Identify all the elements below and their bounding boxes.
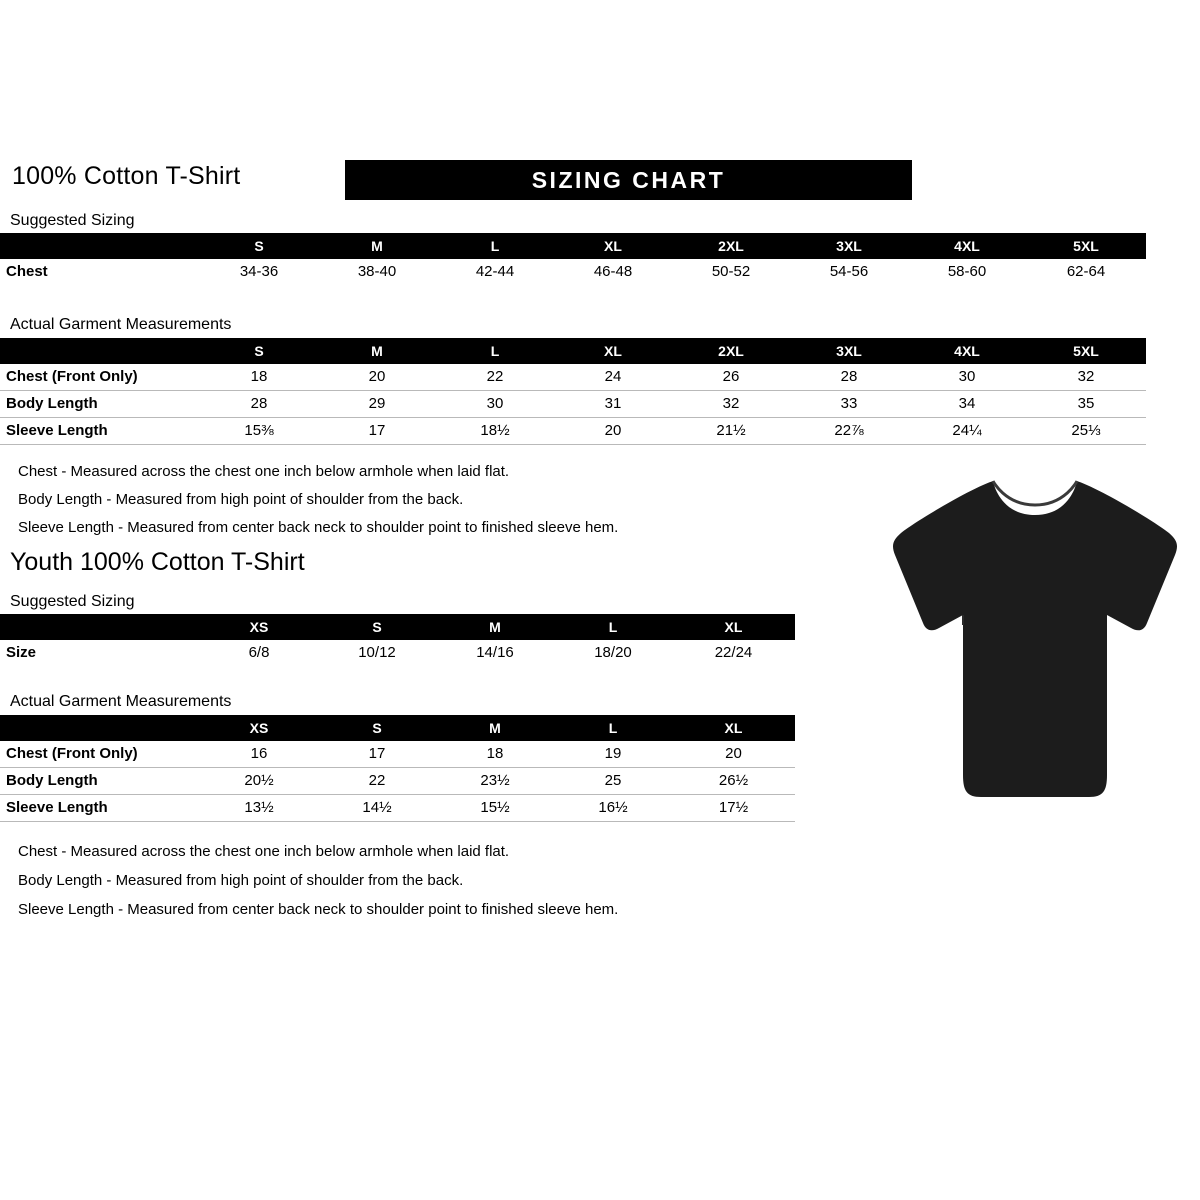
adult-actual-chest-5xl: 32 <box>1026 364 1146 391</box>
adult-actual-sleeve-xl: 20 <box>554 418 672 445</box>
adult-suggested-chest-m: 38-40 <box>357 263 397 280</box>
adult-suggested-chest-l: 42-44 <box>475 263 515 280</box>
youth-suggested-col-s: S <box>318 614 436 640</box>
adult-suggested-col-3xl: 3XL <box>790 233 908 259</box>
youth-suggested-header-row <box>0 614 795 640</box>
table-row <box>0 741 795 768</box>
table-row <box>0 768 795 795</box>
adult-suggested-sizing-table <box>0 233 1146 285</box>
adult-actual-chest-4xl: 30 <box>908 364 1026 391</box>
black-tshirt-illustration <box>885 475 1185 805</box>
adult-suggested-chest-2xl: 50-52 <box>711 263 751 280</box>
adult-suggested-col-s: S <box>200 233 318 259</box>
adult-suggested-chest-3xl: 54-56 <box>829 263 869 280</box>
adult-note-body-length: Body Length - Measured from high point of shoulder from the back. <box>18 491 464 508</box>
adult-actual-col-4xl: 4XL <box>908 338 1026 364</box>
adult-suggested-chest-5xl: 62-64 <box>1066 263 1106 280</box>
youth-suggested-size-l: 18/20 <box>594 644 632 661</box>
adult-actual-chest-l: 22 <box>436 364 554 391</box>
adult-actual-col-5xl: 5XL <box>1026 338 1146 364</box>
adult-product-title: 100% Cotton T-Shirt <box>12 162 241 190</box>
youth-product-title: Youth 100% Cotton T-Shirt <box>10 548 305 576</box>
youth-actual-corner <box>0 715 200 741</box>
adult-actual-row-label-body-length: Body Length <box>0 391 200 418</box>
adult-actual-col-m: M <box>318 338 436 364</box>
youth-actual-chest-s: 17 <box>318 741 436 768</box>
youth-actual-col-m: M <box>436 715 554 741</box>
youth-actual-row-label-sleeve-length: Sleeve Length <box>0 795 200 822</box>
youth-actual-body-xl: 26½ <box>672 768 795 795</box>
table-row <box>0 364 1146 391</box>
adult-actual-chest-3xl: 28 <box>790 364 908 391</box>
adult-actual-measurements-table <box>0 338 1146 445</box>
youth-actual-sleeve-s: 14½ <box>318 795 436 822</box>
youth-suggested-col-m: M <box>436 614 554 640</box>
adult-suggested-col-4xl: 4XL <box>908 233 1026 259</box>
adult-note-sleeve-length: Sleeve Length - Measured from center back neck to shoulder point to finished sleeve hem. <box>18 519 619 536</box>
adult-actual-col-2xl: 2XL <box>672 338 790 364</box>
table-row <box>0 418 1146 445</box>
adult-suggested-col-2xl: 2XL <box>672 233 790 259</box>
adult-actual-body-xl: 31 <box>554 391 672 418</box>
adult-actual-chest-m: 20 <box>318 364 436 391</box>
youth-actual-col-xs: XS <box>200 715 318 741</box>
youth-actual-header-row <box>0 715 795 741</box>
adult-actual-sleeve-2xl: 21½ <box>672 418 790 445</box>
youth-note-body-length: Body Length - Measured from high point of shoulder from the back. <box>18 872 464 889</box>
youth-actual-sleeve-xs: 13½ <box>200 795 318 822</box>
youth-suggested-size-xs: 6/8 <box>248 644 270 661</box>
adult-suggested-corner <box>0 233 200 259</box>
adult-actual-sleeve-m: 17 <box>318 418 436 445</box>
adult-actual-body-2xl: 32 <box>672 391 790 418</box>
youth-actual-row-label-body-length: Body Length <box>0 768 200 795</box>
adult-actual-sleeve-3xl: 22⅞ <box>790 418 908 445</box>
adult-suggested-chest-4xl: 58-60 <box>947 263 987 280</box>
youth-actual-col-l: L <box>554 715 672 741</box>
youth-actual-measurements-table <box>0 715 795 822</box>
adult-suggested-sizing-label: Suggested Sizing <box>10 212 135 229</box>
adult-actual-body-l: 30 <box>436 391 554 418</box>
adult-suggested-chest-xl: 46-48 <box>593 263 633 280</box>
youth-suggested-size-xl: 22/24 <box>714 644 753 661</box>
youth-actual-row-label-chest: Chest (Front Only) <box>0 741 200 768</box>
adult-headline-row <box>12 160 912 202</box>
adult-actual-corner <box>0 338 200 364</box>
youth-actual-sleeve-l: 16½ <box>554 795 672 822</box>
youth-suggested-size-m: 14/16 <box>476 644 514 661</box>
adult-actual-body-3xl: 33 <box>790 391 908 418</box>
adult-actual-col-xl: XL <box>554 338 672 364</box>
table-row <box>0 640 795 666</box>
adult-actual-sleeve-s: 15⅜ <box>200 418 318 445</box>
adult-note-chest: Chest - Measured across the chest one inch below armhole when laid flat. <box>18 463 510 480</box>
adult-actual-sleeve-4xl: 24¼ <box>908 418 1026 445</box>
youth-actual-chest-xs: 16 <box>200 741 318 768</box>
youth-actual-col-xl: XL <box>672 715 795 741</box>
adult-actual-sleeve-l: 18½ <box>436 418 554 445</box>
youth-actual-sleeve-m: 15½ <box>436 795 554 822</box>
table-row <box>0 391 1146 418</box>
adult-suggested-chest-s: 34-36 <box>239 263 279 280</box>
youth-actual-body-s: 22 <box>318 768 436 795</box>
youth-suggested-col-xs: XS <box>200 614 318 640</box>
adult-suggested-row-label-chest: Chest <box>6 263 48 280</box>
tshirt-icon <box>885 475 1185 805</box>
adult-actual-chest-xl: 24 <box>554 364 672 391</box>
sizing-chart-banner <box>345 160 912 200</box>
sizing-chart-banner-text: SIZING CHART <box>531 167 726 193</box>
youth-note-chest: Chest - Measured across the chest one inch below armhole when laid flat. <box>18 843 510 860</box>
youth-actual-body-m: 23½ <box>436 768 554 795</box>
youth-actual-col-s: S <box>318 715 436 741</box>
adult-actual-sleeve-5xl: 25⅓ <box>1026 418 1146 445</box>
adult-actual-row-label-sleeve-length: Sleeve Length <box>0 418 200 445</box>
youth-suggested-corner <box>0 614 200 640</box>
youth-suggested-sizing-label: Suggested Sizing <box>10 593 135 610</box>
adult-actual-col-s: S <box>200 338 318 364</box>
youth-suggested-sizing-table <box>0 614 795 666</box>
youth-actual-sleeve-xl: 17½ <box>672 795 795 822</box>
youth-suggested-size-s: 10/12 <box>358 644 396 661</box>
youth-suggested-row-label-size: Size <box>6 644 37 661</box>
adult-actual-row-label-chest: Chest (Front Only) <box>0 364 200 391</box>
adult-suggested-col-l: L <box>436 233 554 259</box>
adult-suggested-col-xl: XL <box>554 233 672 259</box>
youth-suggested-col-xl: XL <box>672 614 795 640</box>
youth-suggested-col-l: L <box>554 614 672 640</box>
adult-actual-body-4xl: 34 <box>908 391 1026 418</box>
youth-note-sleeve-length: Sleeve Length - Measured from center back neck to shoulder point to finished sleeve hem. <box>18 901 619 918</box>
table-row <box>0 795 795 822</box>
youth-actual-measurements-label: Actual Garment Measurements <box>10 693 232 710</box>
adult-actual-col-l: L <box>436 338 554 364</box>
adult-suggested-col-5xl: 5XL <box>1026 233 1146 259</box>
adult-suggested-col-m: M <box>318 233 436 259</box>
adult-actual-measurements-label: Actual Garment Measurements <box>10 316 232 333</box>
adult-actual-header-row <box>0 338 1146 364</box>
adult-suggested-header-row <box>0 233 1146 259</box>
youth-actual-chest-l: 19 <box>554 741 672 768</box>
adult-actual-chest-s: 18 <box>200 364 318 391</box>
youth-actual-body-l: 25 <box>554 768 672 795</box>
youth-actual-body-xs: 20½ <box>200 768 318 795</box>
youth-actual-chest-xl: 20 <box>672 741 795 768</box>
adult-actual-body-5xl: 35 <box>1026 391 1146 418</box>
youth-actual-chest-m: 18 <box>436 741 554 768</box>
adult-actual-body-m: 29 <box>318 391 436 418</box>
adult-actual-body-s: 28 <box>200 391 318 418</box>
table-row <box>0 259 1146 285</box>
adult-actual-col-3xl: 3XL <box>790 338 908 364</box>
adult-actual-chest-2xl: 26 <box>672 364 790 391</box>
